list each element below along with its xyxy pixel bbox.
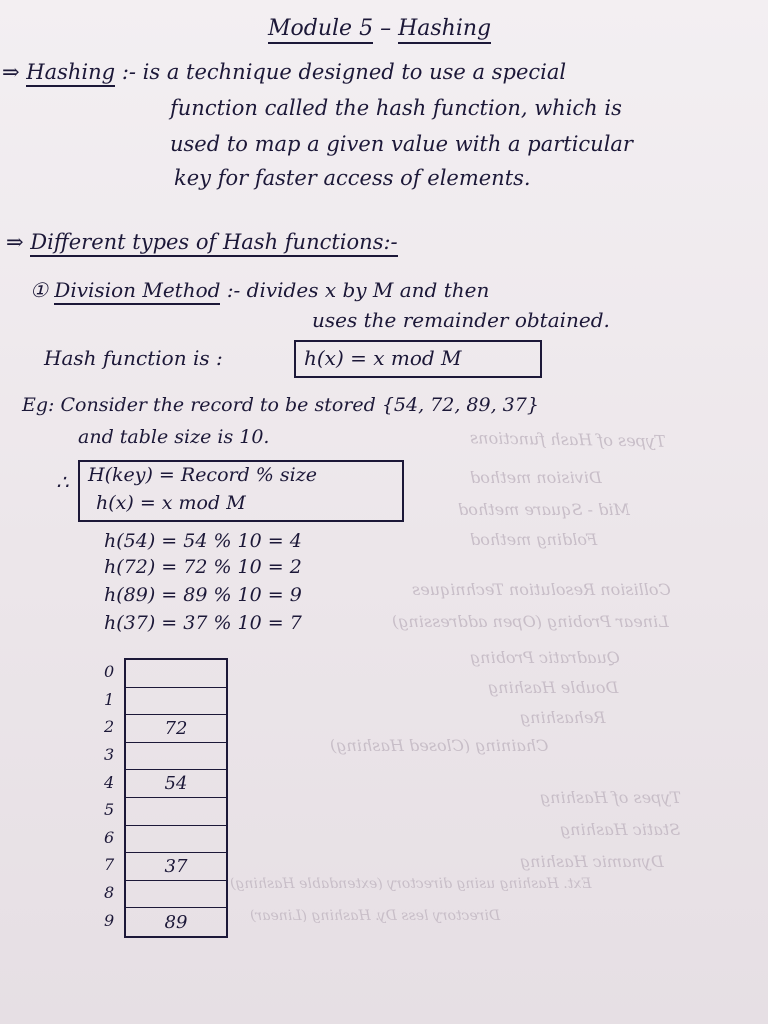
hash-table-index: 4 — [104, 772, 115, 792]
hash-table-cell — [126, 660, 226, 688]
hash-calc-line: h(54) = 54 % 10 = 4 — [104, 530, 302, 552]
hash-formula-line-2: h(x) = x mod M — [96, 492, 246, 514]
bleed-through-line: Static Hashing — [560, 820, 681, 839]
bleed-through-line: Types of Hashing — [540, 788, 682, 807]
hash-function-formula: h(x) = x mod M — [304, 346, 462, 370]
title-dash: – — [380, 16, 392, 41]
division-method-name: Division Method — [54, 278, 220, 305]
hash-formula-line-1: H(key) = Record % size — [88, 464, 317, 486]
hash-table-index: 8 — [104, 883, 115, 903]
hash-table-index: 1 — [104, 689, 115, 709]
bleed-through-line: Mid - Square method — [458, 500, 630, 519]
example-text-1: Consider the record to be stored {54, 72, 89, 37} — [60, 394, 539, 416]
hash-table-cell: 89 — [164, 911, 188, 933]
example-line-2: and table size is 10. — [78, 426, 270, 448]
hash-table-index-column — [104, 658, 122, 934]
bleed-through-line: Types of Hash functions — [469, 428, 666, 451]
division-method-line — [30, 278, 489, 302]
hash-table — [124, 658, 228, 938]
page-title — [268, 16, 491, 41]
bleed-through-line: Ext. Hashing using directory (extendable Hashing) — [230, 876, 592, 892]
hash-table-cell — [126, 881, 226, 909]
hash-table-index: 7 — [104, 855, 115, 875]
hash-function-box — [294, 340, 542, 378]
bleed-through-line: Dynamic Hashing — [520, 852, 664, 871]
bleed-through-line: Linear Probing (Open addressing) — [392, 612, 669, 631]
definition-arrow: ⇒ — [2, 60, 20, 84]
hash-table-index: 5 — [104, 800, 115, 820]
types-heading — [6, 230, 398, 254]
example-line-1 — [22, 394, 539, 416]
bleed-through-line: Collision Resolution Techniques — [412, 580, 671, 599]
definition-first-line — [2, 60, 566, 84]
definition-line-4: key for faster access of elements. — [174, 166, 531, 190]
example-eg-label: Eg: — [22, 394, 55, 416]
bleed-through-line: Directory less Dy. Hashing (Linear) — [250, 908, 501, 924]
hash-calc-line: h(37) = 37 % 10 = 7 — [104, 612, 302, 634]
hash-table-cell — [126, 743, 226, 771]
hash-table-cell — [126, 798, 226, 826]
hash-calc-line: h(89) = 89 % 10 = 9 — [104, 584, 302, 606]
hash-table-index: 3 — [104, 745, 115, 765]
definition-term: Hashing — [26, 60, 115, 87]
hash-function-label: Hash function is : — [44, 346, 223, 370]
hash-table-cell — [126, 826, 226, 854]
hash-formula-box — [78, 460, 404, 522]
types-heading-text: Different types of Hash functions:- — [30, 230, 397, 257]
hash-table-cell: 37 — [126, 853, 226, 881]
hash-table-index: 6 — [104, 827, 115, 847]
bleed-through-line: Chaining (Closed Hashing) — [330, 736, 549, 755]
hash-table-index: 2 — [104, 717, 115, 737]
division-desc-1: :- divides x by M and then — [226, 278, 490, 302]
types-arrow: ⇒ — [6, 230, 24, 254]
hash-table-cell: 54 — [126, 770, 226, 798]
hash-table-index: 9 — [104, 910, 115, 930]
division-number: ① — [30, 278, 48, 302]
bleed-through-line: Double Hashing — [488, 678, 619, 697]
bleed-through-line: Folding method — [470, 530, 598, 549]
division-desc-2: uses the remainder obtained. — [312, 308, 610, 332]
definition-line-1: :- is a technique designed to use a special — [121, 60, 567, 84]
therefore-symbol: ∴ — [56, 470, 69, 494]
definition-line-3: used to map a given value with a particular — [170, 132, 633, 156]
title-module: Module 5 — [268, 16, 373, 44]
hash-calc-line: h(72) = 72 % 10 = 2 — [104, 556, 302, 578]
definition-line-2: function called the hash function, which is — [170, 96, 622, 120]
hash-table-index: 0 — [104, 662, 115, 682]
bleed-through-line: Division method — [470, 468, 602, 487]
bleed-through-line: Quadratic Probing — [470, 648, 620, 667]
hash-table-cell — [126, 688, 226, 716]
bleed-through-line: Rehashing — [520, 708, 606, 727]
hash-table-cell: 72 — [126, 715, 226, 743]
title-topic: Hashing — [398, 16, 491, 44]
